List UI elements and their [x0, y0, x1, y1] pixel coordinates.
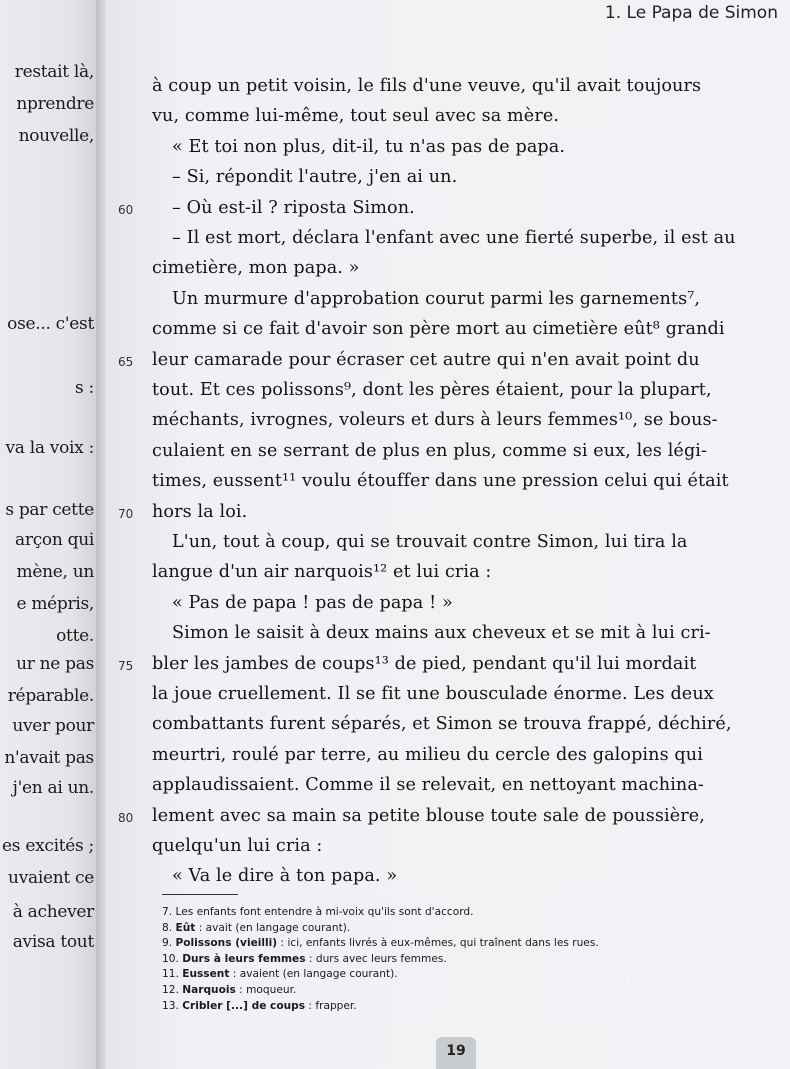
left-page-fragment: s :	[75, 378, 94, 398]
text-line: lement avec sa main sa petite blouse toute sale de poussière,	[152, 805, 705, 826]
text-line: « Pas de papa ! pas de papa ! »	[172, 592, 453, 613]
left-page-fragment: es excités ;	[2, 836, 94, 856]
text-line: Simon le saisit à deux mains aux cheveux et se mit à lui cri-	[172, 623, 711, 644]
running-header: 1. Le Papa de Simon	[604, 3, 778, 23]
text-line: times, eussent¹¹ voulu étouffer dans une pression celui qui était	[152, 471, 729, 492]
line-number: 70	[118, 506, 134, 521]
text-line: L'un, tout à coup, qui se trouvait contre Simon, lui tira la	[172, 532, 688, 552]
line-number: 75	[118, 658, 134, 673]
left-page-fragment: e mépris,	[16, 594, 94, 614]
text-line: « Et toi non plus, dit-il, tu n'as pas de papa.	[172, 136, 566, 157]
left-page-fragment: va la voix :	[5, 438, 94, 458]
footnote: 8. Eût : avait (en langage courant).	[162, 921, 351, 934]
left-page-fragment: nouvelle,	[18, 126, 94, 146]
left-page-fragment: réparable.	[7, 686, 94, 706]
left-page-fragment: avisa tout	[12, 932, 94, 952]
text-line: leur camarade pour écraser cet autre qui n'en avait point du	[152, 349, 700, 370]
line-number: 80	[118, 810, 134, 825]
left-page-fragment: uver pour	[12, 716, 94, 736]
text-line: – Si, répondit l'autre, j'en ai un.	[172, 167, 458, 188]
text-line: hors la loi.	[152, 501, 248, 522]
left-page-fragment: s par cette	[5, 500, 94, 520]
footnote: 12. Narquois : moqueur.	[162, 984, 297, 996]
watermark-seal	[626, 900, 770, 1044]
text-line: culaient en se serrant de plus en plus, comme si eux, les légi-	[152, 440, 708, 461]
left-page-fragment: uvaient ce	[8, 868, 94, 888]
text-line: la joue cruellement. Il se fit une bousculade énorme. Les deux	[152, 684, 714, 704]
text-line: – Où est-il ? riposta Simon.	[172, 197, 415, 218]
text-line: – Il est mort, déclara l'enfant avec une fierté superbe, il est au	[172, 228, 736, 248]
text-line: meurtri, roulé par terre, au milieu du cercle des galopins qui	[152, 744, 703, 765]
left-page-fragment: j'en ai un.	[12, 778, 94, 798]
page-number-tab	[436, 1037, 476, 1069]
left-page-fragment: à achever	[12, 902, 94, 922]
footnote-rule	[162, 894, 238, 895]
left-page-fragment: mène, un	[16, 562, 94, 582]
right-page	[106, 0, 790, 1069]
footnote: 9. Polissons (vieilli) : ici, enfants livrés à eux-mêmes, qui traînent dans les rues.	[162, 937, 599, 950]
left-page-fragment: ose... c'est	[7, 314, 94, 334]
page-number: 19	[446, 1043, 466, 1059]
text-line: « Va le dire à ton papa. »	[172, 866, 398, 887]
left-page-fragment: ur ne pas	[16, 654, 94, 674]
footnote: 13. Cribler [...] de coups : frapper.	[162, 999, 357, 1012]
text-line: combattants furent séparés, et Simon se trouva frappé, déchiré,	[152, 714, 732, 735]
line-number: 60	[118, 202, 134, 217]
left-page	[0, 0, 100, 1069]
left-page-fragment: nprendre	[16, 94, 94, 114]
text-line: cimetière, mon papa. »	[152, 258, 360, 279]
text-line: tout. Et ces polissons⁹, dont les pères étaient, pour la plupart,	[152, 380, 712, 400]
line-number: 65	[118, 354, 134, 369]
text-line: à coup un petit voisin, le fils d'une veuve, qu'il avait toujours	[152, 76, 702, 96]
text-line: méchants, ivrognes, voleurs et durs à leurs femmes¹⁰, se bous-	[152, 410, 718, 431]
left-page-fragment: otte.	[56, 626, 94, 646]
footnote: 10. Durs à leurs femmes : durs avec leurs femmes.	[162, 952, 447, 965]
text-line: applaudissaient. Comme il se relevait, en nettoyant machina-	[152, 775, 704, 796]
footnote: 11. Eussent : avaient (en langage courant).	[162, 968, 398, 981]
text-line: comme si ce fait d'avoir son père mort au cimetière eût⁸ grandi	[152, 319, 725, 340]
left-page-fragment: restait là,	[14, 62, 94, 82]
text-line: quelqu'un lui cria :	[152, 836, 323, 856]
text-line: Un murmure d'approbation courut parmi les garnements⁷,	[172, 288, 701, 309]
left-page-fragment: n'avait pas	[4, 748, 94, 768]
text-line: vu, comme lui-même, tout seul avec sa mère.	[152, 106, 560, 127]
text-line: langue d'un air narquois¹² et lui cria :	[152, 562, 492, 583]
left-page-fragment: arçon qui	[15, 530, 94, 550]
footnote: 7. Les enfants font entendre à mi-voix qu'ils sont d'accord.	[162, 906, 474, 918]
text-line: bler les jambes de coups¹³ de pied, pendant qu'il lui mordait	[152, 653, 697, 674]
